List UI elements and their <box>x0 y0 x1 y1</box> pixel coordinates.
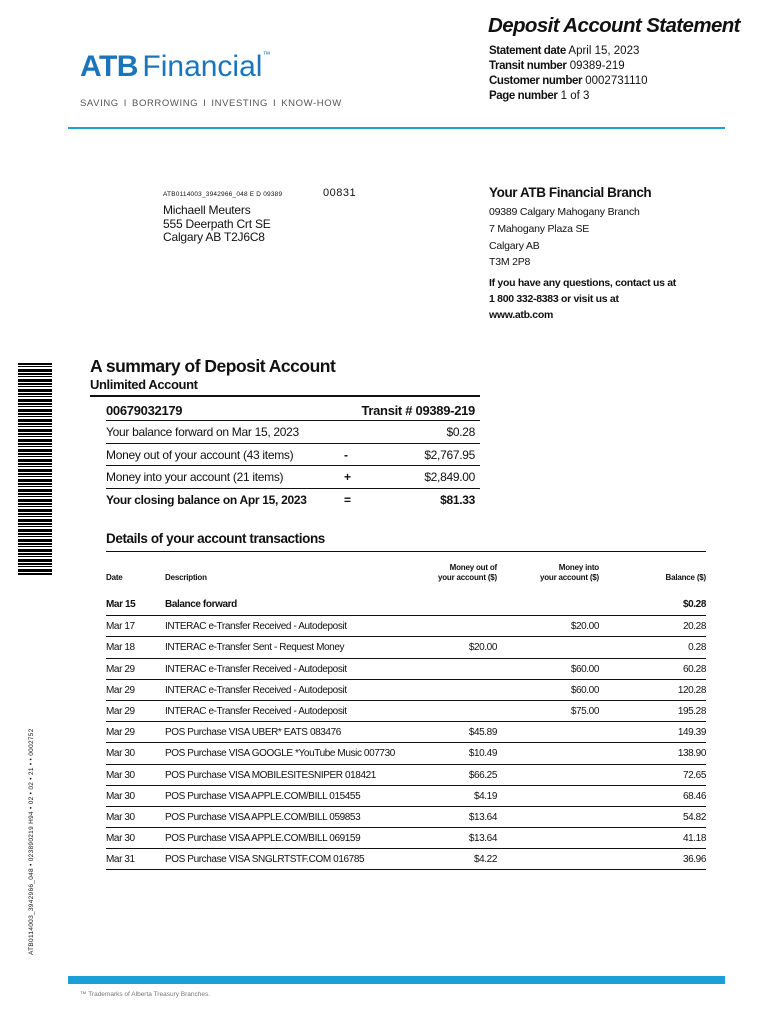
branch-line: 09389 Calgary Mahogany Branch <box>489 206 640 218</box>
summary-value: $2,767.95 <box>424 447 475 462</box>
transaction-money-out: $4.22 <box>473 854 497 866</box>
header-balance: Balance ($) <box>665 573 706 582</box>
transaction-description: INTERAC e-Transfer Received - Autodeposit <box>165 684 347 696</box>
transit-number <box>489 59 648 74</box>
summary-value: $81.33 <box>440 492 475 507</box>
transaction-date: Mar 17 <box>106 621 135 633</box>
meta-value: 09389-219 <box>569 60 625 72</box>
transaction-date: Mar 30 <box>106 790 135 802</box>
tagline-item: INVESTING <box>211 98 268 109</box>
transaction-description: INTERAC e-Transfer Received - Autodeposit <box>165 663 347 675</box>
tagline-item: SAVING <box>80 98 119 109</box>
transaction-money-out: $66.25 <box>468 769 497 781</box>
customer-city: Calgary AB T2J6C8 <box>163 230 265 244</box>
branch-line: 7 Mahogany Plaza SE <box>489 222 590 235</box>
transaction-money-out: $20.00 <box>468 642 497 654</box>
atb-financial-logo <box>80 50 270 84</box>
contact-website-link[interactable]: www.atb.com <box>489 309 553 321</box>
contact-line: 1 800 332-8383 or visit us at <box>489 293 619 305</box>
transaction-balance: 138.90 <box>677 748 706 760</box>
summary-operator: - <box>344 447 348 462</box>
branch-contact <box>489 275 676 323</box>
transaction-date: Mar 30 <box>106 748 135 760</box>
header-divider <box>68 127 725 129</box>
transaction-balance: 195.28 <box>677 705 706 717</box>
transaction-description: POS Purchase VISA GOOGLE *YouTube Music 007730 <box>165 748 395 760</box>
branch-line: T3M 2P8 <box>489 256 531 269</box>
tagline-separator: I <box>203 98 207 109</box>
transaction-money-out: $10.49 <box>468 748 497 760</box>
transaction-balance: 36.96 <box>682 854 706 866</box>
transaction-row <box>106 679 706 700</box>
transaction-date: Mar 30 <box>106 811 135 823</box>
header-money-in-line: Money into <box>558 563 599 572</box>
summary-value: $0.28 <box>446 425 475 439</box>
transaction-balance: 41.18 <box>682 833 706 845</box>
transactions-table <box>106 551 706 870</box>
summary-title: A summary of Deposit Account <box>90 356 336 376</box>
transaction-row <box>106 615 706 636</box>
meta-label: Page number <box>489 90 558 102</box>
footer-bar <box>68 976 725 984</box>
transaction-date: Mar 29 <box>106 663 135 675</box>
statement-title: Deposit Account Statement <box>488 14 740 37</box>
transaction-description: POS Purchase VISA APPLE.COM/BILL 015455 <box>165 790 361 802</box>
transaction-balance: 54.82 <box>682 811 706 823</box>
summary-value: $2,849.00 <box>424 470 475 484</box>
summary-transit: Transit # 09389-219 <box>361 403 475 418</box>
transaction-row <box>106 658 706 679</box>
transactions-header <box>106 552 706 594</box>
trademark-footnote: ™ Trademarks of Alberta Treasury Branches. <box>80 991 211 998</box>
transaction-date: Mar 30 <box>106 833 135 845</box>
transaction-money-out: $45.89 <box>468 727 497 739</box>
transaction-date: Mar 29 <box>106 684 135 696</box>
branch-line: Calgary AB <box>489 239 540 252</box>
transaction-balance: 72.65 <box>682 769 706 781</box>
transaction-balance: 120.28 <box>677 684 706 696</box>
header-money-out <box>438 563 497 583</box>
branch-title: Your ATB Financial Branch <box>489 185 652 200</box>
barcode <box>18 363 52 575</box>
transaction-description: POS Purchase VISA APPLE.COM/BILL 059853 <box>165 811 361 823</box>
transaction-money-out: $13.64 <box>468 833 497 845</box>
summary-operator: = <box>344 492 351 507</box>
meta-label: Transit number <box>489 60 567 72</box>
transaction-date: Mar 31 <box>106 854 135 866</box>
branch-address <box>489 204 640 271</box>
brand-tagline <box>80 98 342 109</box>
transactions-bottom-rule <box>106 869 706 870</box>
mailing-number: 00831 <box>323 187 357 199</box>
transaction-description: POS Purchase VISA UBER* EATS 083476 <box>165 727 341 739</box>
header-date: Date <box>106 573 123 582</box>
transaction-money-out: $13.64 <box>468 811 497 823</box>
summary-operator: + <box>344 470 351 484</box>
account-number: 00679032179 <box>106 403 183 418</box>
statement-meta <box>489 44 648 104</box>
mailing-code: ATB0114003_3942966_048 E D 09389 <box>163 191 283 198</box>
header-money-in-line: your account ($) <box>539 573 599 582</box>
meta-value: April 15, 2023 <box>568 45 640 57</box>
transaction-description: POS Purchase VISA SNGLRTSTF.COM 016785 <box>165 854 365 866</box>
transactions-body <box>106 594 706 869</box>
logo-trademark: ™ <box>262 50 271 59</box>
transaction-row <box>106 594 706 615</box>
transaction-description: INTERAC e-Transfer Received - Autodeposit <box>165 705 347 717</box>
transaction-money-out: $4.19 <box>473 790 497 802</box>
transaction-balance: 60.28 <box>682 663 706 675</box>
meta-value: 0002731110 <box>585 75 648 87</box>
transaction-description: INTERAC e-Transfer Sent - Request Money <box>165 642 345 654</box>
vertical-side-code: ATB0114003_3942966_048 • 023890219 H94 • 02 • 02 • 21 • • 0002752 <box>28 728 35 955</box>
transaction-date: Mar 29 <box>106 705 135 717</box>
transaction-description: POS Purchase VISA MOBILESITESNIPER 018421 <box>165 769 376 781</box>
tagline-separator: I <box>273 98 277 109</box>
customer-name: Michaell Meuters <box>163 203 251 217</box>
transaction-row <box>106 742 706 763</box>
tagline-item: BORROWING <box>132 98 199 109</box>
transaction-balance: 68.46 <box>682 790 706 802</box>
transaction-row <box>106 827 706 848</box>
header-description: Description <box>165 573 207 582</box>
transaction-description: POS Purchase VISA APPLE.COM/BILL 069159 <box>165 833 361 845</box>
summary-label: Your closing balance on Apr 15, 2023 <box>106 492 307 507</box>
summary-label: Your balance forward on Mar 15, 2023 <box>106 425 299 439</box>
transaction-money-in: $75.00 <box>570 705 599 717</box>
header-money-out-line: your account ($) <box>437 573 497 582</box>
contact-line: If you have any questions, contact us at <box>489 277 676 289</box>
customer-street: 555 Deerpath Crt SE <box>163 216 271 231</box>
transaction-balance: 0.28 <box>688 642 706 654</box>
transaction-balance: 20.28 <box>682 621 706 633</box>
page-number <box>489 89 648 104</box>
transactions-title: Details of your account transactions <box>106 531 325 546</box>
transaction-money-in: $20.00 <box>570 621 599 633</box>
customer-address <box>163 204 271 245</box>
summary-row <box>106 443 480 466</box>
transaction-row <box>106 848 706 869</box>
transaction-description: INTERAC e-Transfer Received - Autodeposit <box>165 621 347 633</box>
summary-row-closing <box>106 488 480 511</box>
summary-row <box>106 465 480 488</box>
tagline-item: KNOW-HOW <box>281 98 342 109</box>
summary-header <box>90 397 480 420</box>
meta-label: Statement date <box>489 45 566 57</box>
transaction-row <box>106 636 706 657</box>
transaction-balance: $0.28 <box>682 599 706 610</box>
logo-bold-text: ATB <box>80 50 138 83</box>
header-money-in <box>540 563 599 583</box>
transaction-date: Mar 18 <box>106 642 135 654</box>
transaction-row <box>106 806 706 827</box>
summary-label: Money out of your account (43 items) <box>106 447 294 462</box>
summary-label: Money into your account (21 items) <box>106 470 284 484</box>
tagline-separator: I <box>123 98 128 109</box>
summary-row <box>106 420 480 443</box>
meta-value: 1 of 3 <box>560 90 590 102</box>
statement-date <box>489 44 648 59</box>
transaction-date: Mar 30 <box>106 769 135 781</box>
summary-subtitle: Unlimited Account <box>90 377 198 392</box>
transaction-money-in: $60.00 <box>570 684 599 696</box>
transaction-row <box>106 785 706 806</box>
logo-regular-text: Financial <box>142 50 263 83</box>
transaction-row <box>106 700 706 721</box>
transaction-date: Mar 29 <box>106 727 135 739</box>
transaction-row <box>106 721 706 742</box>
transaction-row <box>106 764 706 785</box>
transaction-money-in: $60.00 <box>570 663 599 675</box>
header-money-out-line: Money out of <box>449 563 497 572</box>
transaction-balance: 149.39 <box>677 727 706 739</box>
transaction-date: Mar 15 <box>106 599 136 610</box>
customer-number <box>489 74 648 89</box>
summary-table <box>90 395 480 510</box>
meta-label: Customer number <box>489 75 583 87</box>
transaction-description: Balance forward <box>165 599 237 610</box>
